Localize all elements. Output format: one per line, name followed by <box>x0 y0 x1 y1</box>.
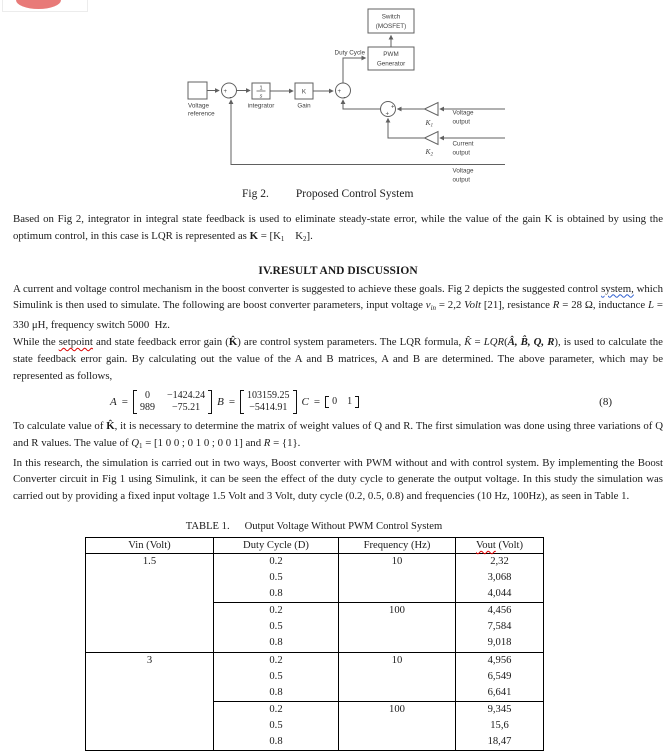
matrix-c-cell: 1 <box>347 396 353 408</box>
k2-to-sum3-arrow <box>388 119 425 139</box>
header-vout: Vout (Volt) <box>456 538 544 554</box>
pwm-label-line1: PWM <box>383 51 399 58</box>
bracket-left <box>325 396 329 408</box>
integrator-numerator: 1 <box>259 85 263 92</box>
matrix-c-cell: 0 <box>332 396 338 408</box>
equation-body <box>110 390 359 414</box>
vin-cell: 1.5 <box>86 554 214 653</box>
table-caption <box>85 521 543 532</box>
sum2-to-pwm-arrow <box>343 58 366 83</box>
k2-gain-triangle <box>425 132 439 145</box>
voltage-output-label-1-line1: Voltage <box>452 109 474 117</box>
bracket-right <box>355 396 359 408</box>
matrix-a-cell: −1424.24 <box>166 390 206 402</box>
matrix-a-cell: 989 <box>139 402 155 414</box>
matrix-c <box>325 396 359 408</box>
section-heading: IV.RESULT AND DISCUSSION <box>258 264 418 277</box>
paragraph-simulation: In this research, the simulation is carried out in two ways, Boost converter with PWM without and with control system. By implementing the Boost Converter circuit in Fig 1 using Simulink, it can be seen the effect of the duty cycle to generate the output voltage. In this study the simulation was carried out by providing a fixed input voltage 1.5 Volt and 3 Volt, duty cycle (0.2, 0.5, 0.8) and frequencies (10 Hz, 100Hz), as seen in Table 1. <box>13 456 663 503</box>
duty-cycle-label: Duty Cycle <box>334 49 365 57</box>
vout-cell: 4,956 6,549 6,641 <box>456 652 544 701</box>
equation-8 <box>110 390 663 414</box>
bracket-left <box>240 390 244 414</box>
figure-caption <box>242 188 413 200</box>
matrix-b-cell: −5414.91 <box>249 402 288 414</box>
paragraph-intro: Based on Fig 2, integrator in integral state feedback is used to eliminate steady-state error, while the value of the gain K is obtained by using the optimum control, in this case is LQR is represented as K = [K1 K2]. <box>13 213 663 243</box>
vin-cell: 3 <box>86 652 214 751</box>
vref-label-line2: reference <box>188 110 215 118</box>
table-row <box>86 652 544 701</box>
bracket-right <box>293 390 297 414</box>
body-text-column <box>13 211 663 505</box>
matrix-a-cell: 0 <box>144 390 150 402</box>
matrix-c-symbol: C <box>301 395 309 408</box>
equals-sign: = <box>313 395 321 408</box>
sum2-plus-sign: + <box>337 89 342 95</box>
paragraph-lqr: While the setpoint and state feedback error gain (K̂) are control system parameters. The LQR formula, K̂ = LQR(Â, B̂, Q, R), is used to calculate the state feedback error gain. By calculating out the value of the A and B matrices, A and B are determined. The above parameter, which may be represented as follows, <box>13 335 663 382</box>
sum1-plus-sign: + <box>223 89 228 95</box>
freq-cell: 100 <box>339 701 456 750</box>
table-row <box>86 554 544 603</box>
table-caption-label: TABLE 1. <box>185 521 230 532</box>
figure-caption-title: Proposed Control System <box>295 188 414 200</box>
figure-caption-label: Fig 2. <box>242 188 269 200</box>
control-system-block-diagram <box>0 0 672 200</box>
matrix-a <box>133 390 212 414</box>
header-vin: Vin (Volt) <box>86 538 214 554</box>
duty-cell: 0.2 0.5 0.8 <box>214 603 339 652</box>
equals-sign: = <box>228 395 236 408</box>
gain-symbol: K <box>301 88 307 96</box>
current-output-label-line1: Current <box>452 140 474 148</box>
sum2-minus-sign: - <box>343 95 346 101</box>
bracket-left <box>133 390 137 414</box>
k1-gain-triangle <box>425 103 439 116</box>
duty-cell: 0.2 0.5 0.8 <box>214 554 339 603</box>
matrix-b <box>240 390 297 414</box>
switch-label-line2: (MOSFET) <box>375 23 407 30</box>
switch-label-line1: Switch <box>381 13 401 21</box>
duty-cell: 0.2 0.5 0.8 <box>214 652 339 701</box>
voltage-output-label-2-line2: output <box>452 176 471 184</box>
equation-number: (8) <box>599 395 612 408</box>
integrator-denominator: s <box>259 93 263 100</box>
paragraph-weight-matrix: To calculate value of K̂, it is necessary to determine the matrix of weight values of Q and R. The first simulation was done using three variations of Q and R values. The value of Q1 = [1 0 0 ; 0 1 0 ; 0 0 1] and R = {1}. <box>13 419 663 450</box>
sum3-plus-sign-bottom: + <box>385 111 390 118</box>
sum3-to-sum2-feedback <box>343 100 381 109</box>
bracket-right <box>208 390 212 414</box>
vref-label-line1: Voltage <box>188 102 210 110</box>
vout-cell: 4,456 7,584 9,018 <box>456 603 544 652</box>
freq-cell: 10 <box>339 554 456 603</box>
vout-cell: 2,32 3,068 4,044 <box>456 554 544 603</box>
matrix-b-cell: 103159.25 <box>247 390 290 402</box>
k1-gain-label: $K_1$ <box>425 118 434 129</box>
vout-cell: 9,345 15,6 18,47 <box>456 701 544 750</box>
voltage-reference-block <box>188 82 207 99</box>
duty-cell: 0.2 0.5 0.8 <box>214 701 339 750</box>
matrix-b-symbol: B <box>217 395 224 408</box>
voltage-output-label-1-line2: output <box>452 118 471 126</box>
current-output-label-line2: output <box>452 149 471 157</box>
table-header-row <box>86 538 544 554</box>
paragraph-mechanism: A current and voltage control mechanism in the boost converter is suggested to achieve these goals. Fig 2 depicts the suggested control system, which Simulink is then used to simulate. The following are boost converter parameters, input voltage vin = 2,2 Volt [21], resistance R = 28 Ω, inductance L = 330 μH, frequency switch 5000 Hz. <box>13 282 664 332</box>
sum1-minus-sign: - <box>229 95 232 101</box>
equals-sign: = <box>121 395 128 408</box>
pwm-label-line2: Generator <box>376 60 406 68</box>
matrix-a-symbol: A <box>110 395 117 408</box>
sum3-plus-sign-right: + <box>391 104 395 111</box>
matrix-a-cell: −75.21 <box>171 402 201 414</box>
freq-cell: 10 <box>339 652 456 701</box>
voltage-output-label-2-line1: Voltage <box>452 167 474 175</box>
freq-cell: 100 <box>339 603 456 652</box>
integrator-label: integrator <box>247 102 275 110</box>
table-caption-title: Output Voltage Without PWM Control System <box>244 521 443 532</box>
header-frequency: Frequency (Hz) <box>339 538 456 554</box>
header-duty-cycle: Duty Cycle (D) <box>214 538 339 554</box>
gain-label: Gain <box>297 102 311 110</box>
k2-gain-label: $K_2$ <box>425 147 434 158</box>
output-voltage-table <box>85 537 544 751</box>
